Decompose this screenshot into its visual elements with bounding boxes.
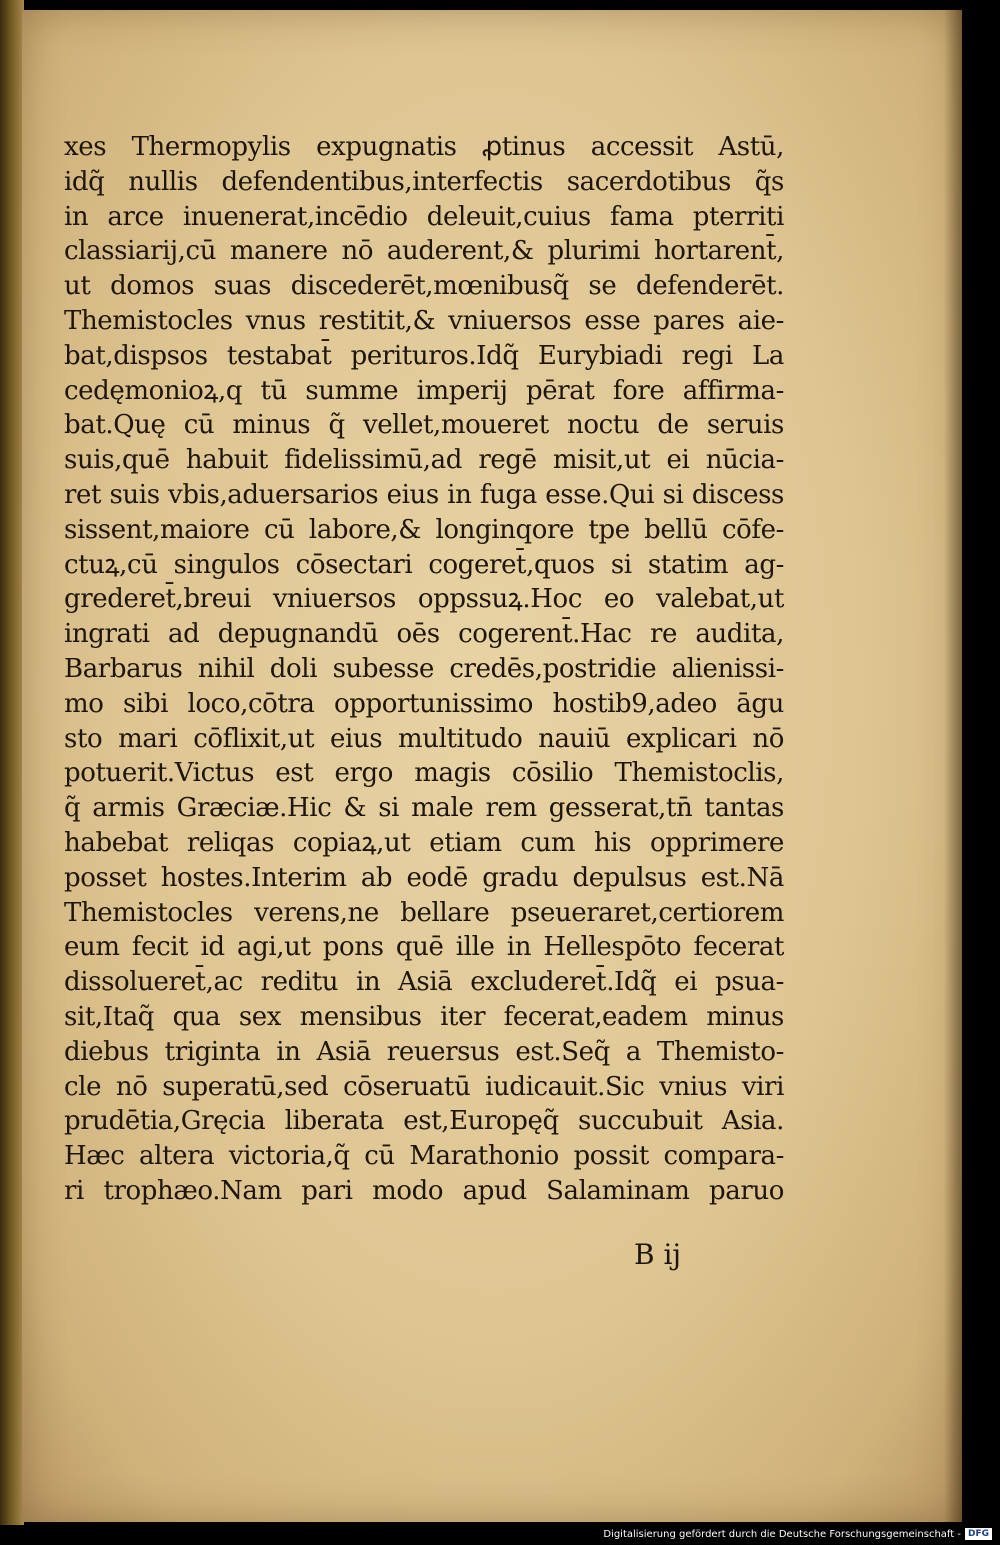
text-line: xes Thermopylis expugnatis ꝓtinus accessit Astū,: [64, 132, 784, 162]
text-line: sissent,maiore cū labore,& longinqore tpe bellū cōfe-: [64, 514, 784, 545]
digitization-credit: [603, 1528, 992, 1542]
text-line: ri trophæo.Nam pari modo apud Salaminam paruo: [64, 1175, 784, 1206]
text-line: potuerit.Victus est ergo magis cōsilio Themistoclis,: [64, 758, 784, 789]
text-line: classiarij,cū manere nō auderent,& plurimi hortarent̄,: [64, 236, 784, 267]
text-line: ingrati ad depugnandū oēs cogerent̄.Hac re audita,: [64, 619, 784, 650]
text-line: eum fecit id agi,ut pons quē ille in Hellespōto fecerat: [64, 932, 784, 963]
text-line: diebus triginta in Asiā reuersus est.Seq̃ a Themisto-: [64, 1036, 784, 1067]
text-line: q̃ armis Græciæ.Hic & si male rem gesserat,tn̄ tantas: [64, 793, 784, 824]
text-line: ret suis vbis,aduersarios eius in fuga esse.Qui si discess: [64, 479, 784, 510]
text-line: ut domos suas discederēt,mœnibusq̃ se defenderēt.: [64, 271, 784, 302]
credit-text: Digitalisierung gefördert durch die Deutsche Forschungsgemeinschaft -: [603, 1529, 961, 1540]
text-line: idq̃ nullis defendentibus,interfectis sacerdotibus q̃s: [64, 166, 784, 197]
text-line: suis,quē habuit fidelissimū,ad regē misit,ut ei nūcia-: [64, 445, 784, 476]
text-line: cle nō superatū,sed cōseruatū iudicauit.Sic vnius viri: [64, 1071, 784, 1102]
text-line: posset hostes.Interim ab eodē gradu depulsus est.Nā: [64, 862, 784, 893]
text-block: [64, 130, 784, 1209]
text-line: Themistocles verens,ne bellare pseueraret,certiorem: [64, 897, 784, 928]
text-line: grederet̄,breui vniuersos oppssuꝝ.Hoc eo valebat,ut: [64, 584, 784, 615]
text-line: Themistocles vnus restitit,& vniuersos esse pares aie-: [64, 305, 784, 336]
text-line: sto mari cōflixit,ut eius multitudo nauiū explicari nō: [64, 723, 784, 754]
text-line: bat,dispsos testabat̄ perituros.Idq̃ Eurybiadi regi La: [64, 340, 784, 371]
text-line: dissolueret̄,ac reditu in Asiā excluderet̄.Idq̃ ei psua-: [64, 967, 784, 998]
text-line: Hæc altera victoria,q̃ cū Marathonio possit compara-: [64, 1141, 784, 1172]
dfg-logo-icon: DFG: [965, 1528, 992, 1540]
text-line: sit,Itaq̃ qua sex mensibus iter fecerat,eadem minus: [64, 1001, 784, 1032]
signature-mark: B ij: [634, 1238, 682, 1271]
page-edge-shadow: [944, 10, 962, 1522]
text-line: habebat reliqas copiaꝝ,ut etiam cum his opprimere: [64, 827, 784, 858]
text-line: mo sibi loco,cōtra opportunissimo hostib9,adeo āgu: [64, 688, 784, 719]
text-line: bat.Quę cū minus q̃ vellet,moueret noctu de seruis: [64, 410, 784, 441]
text-line: Barbarus nihil doli subesse credēs,postridie alienissi-: [64, 653, 784, 684]
text-line: cedęmonioꝝ,q tū summe imperij pērat fore affirma-: [64, 375, 784, 406]
text-line: in arce inuenerat,incēdio deleuit,cuius fama pterriti: [64, 201, 784, 232]
text-line: ctuꝝ,cū singulos cōsectari cogeret̄,quos si statim ag-: [64, 549, 784, 580]
text-line: prudētia,Gręcia liberata est,Europęq̃ succubuit Asia.: [64, 1106, 784, 1137]
book-page: [22, 10, 962, 1522]
book-spine-edge: [0, 0, 24, 1525]
